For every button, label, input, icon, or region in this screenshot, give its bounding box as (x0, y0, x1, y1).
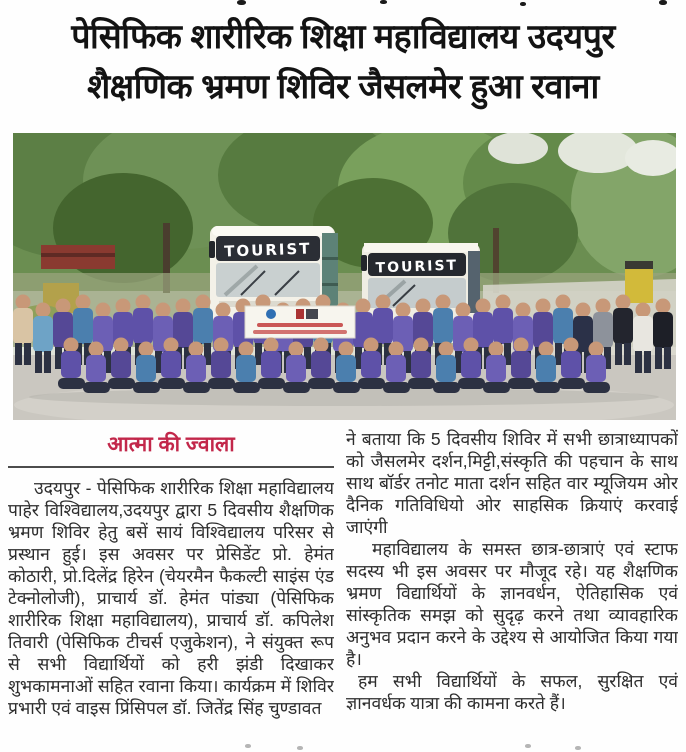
right-paragraph-3: हम सभी विद्यार्थियों के सफल, सुरक्षित एवं ज्ञानवर्धक यात्रा की कामना करते हैं। (346, 671, 678, 713)
bus-2-label: TOURIST (375, 257, 459, 277)
photo-scene (13, 133, 676, 420)
right-paragraph-1: ने बताया कि 5 दिवसीय शिविर में सभी छात्राध्यापकों को जैसलमेर दर्शन,मिट्टी,संस्कृति की पहचान के साथ साथ बॉर्डर तनोट माता दर्शन सहित वार म्यूजियम ओर दैनिक गतिविधियो ओर साहसिक क्रियाएं करवाई जाएंगी (346, 429, 678, 537)
left-paragraph: उदयपुर - पेसिफिक शारीरिक शिक्षा महाविद्यालय पाहेर विश्विद्यालय,उदयपुर द्वारा 5 दिवसीय शैक्षणिक भ्रमण शिविर हेतु बसें सायं विश्विद्यालय परिसर से प्रस्थान हुई। इस अवसर पर प्रेसिडेंट प्रो. हेमंत कोठारी, प्रो.दिलेंद्र हिरेन (चेयरमैन फैकल्टी साइंस एंड टेक्नोलोजी), प्राचार्य डॉ. हेमंत पांड्या (पेसिफिक शारीरिक शिक्षा महाविद्यालय), प्राचार्य डॉ. कपिलेश तिवारी (पेसिफिक टीचर्स एजुकेशन), ने संयुक्त रूप से सभी विद्यार्थियों को हरी झंडी दिखाकर शुभकामनाओं सहित रवाना किया। कार्यक्रम में शिविर प्रभारी एवं वाइस प्रिंसिपल डॉ. जितेंद्र सिंह चुण्डावत (8, 478, 334, 718)
heading-rule (8, 466, 334, 468)
news-photo (13, 133, 676, 420)
bottom-edge-fragment (297, 746, 303, 750)
top-edge-fragment (520, 2, 526, 6)
headline-line-2: शैक्षणिक भ्रमण शिविर जैसलमेर हुआ रवाना (87, 68, 599, 106)
bottom-edge-fragment (245, 744, 251, 748)
section-heading: आत्मा की ज्वाला (107, 433, 235, 456)
article-left-column (8, 430, 334, 748)
top-edge-fragment (659, 0, 667, 5)
article-right-column (346, 428, 678, 748)
bus-1-label: TOURIST (223, 239, 312, 261)
headline-line-1: पेसिफिक शारीरिक शिक्षा महाविद्यालय उदयपुर (71, 18, 615, 56)
bottom-edge-fragment (575, 746, 581, 750)
bottom-edge-fragment (525, 744, 531, 748)
banner (245, 306, 355, 338)
top-edge-fragment (237, 0, 246, 5)
top-edge-fragment (380, 0, 387, 4)
right-paragraph-2: महाविद्यालय के समस्त छात्र-छात्राएं एवं स्टाफ सदस्य भी इस अवसर पर मौजूद रहे। यह शैक्षणिक भ्रमण विद्यार्थियों के ज्ञानवर्धन, ऐतिहासिक एवं सांस्कृतिक समझ को सुदृढ़ करने तथा व्यावहारिक अनुभव प्रदान करने के उद्देश्य से आयोजित किया गया है। (346, 539, 678, 669)
headline (0, 12, 686, 112)
